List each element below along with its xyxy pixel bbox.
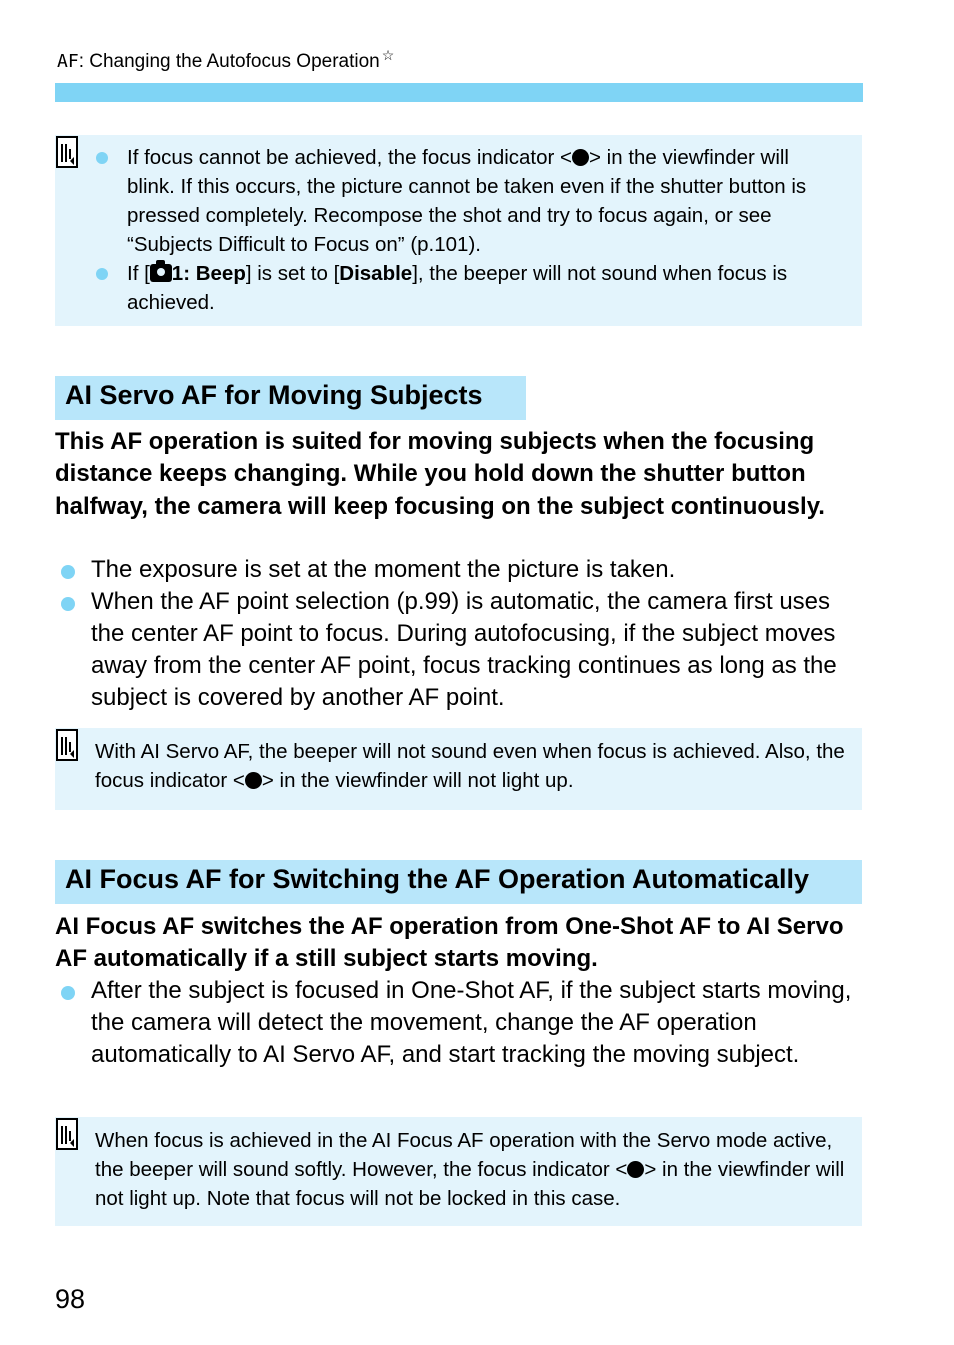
focus-indicator-icon: [627, 1161, 644, 1178]
af-symbol: AF: [57, 51, 79, 72]
list-item: [55, 554, 865, 586]
header-bar: [55, 83, 863, 102]
list-item-text: After the subject is focused in One-Shot AF, if the subject starts moving, the camera will detect the movement, change the AF operation automatically to AI Servo AF, and start tracking the moving subject.: [91, 977, 852, 1068]
note-text-part: > in the viewfinder will not light up. Note that focus will not be locked in this case.: [95, 1158, 845, 1210]
note-text: If focus cannot be achieved, the focus indicator <: [127, 146, 573, 169]
bullet-icon: [61, 565, 75, 579]
memo-icon: [55, 1117, 81, 1151]
bullet-icon: [96, 152, 108, 164]
section-title: AI Focus AF for Switching the AF Operation Automatically: [65, 864, 810, 894]
bullet-list: [55, 975, 865, 1071]
setting-name: Disable: [339, 262, 413, 285]
header-title: : Changing the Autofocus Operation: [78, 51, 380, 72]
note-text: ] is set to [: [245, 262, 340, 285]
section-heading-ai-servo: [55, 376, 526, 420]
section-heading-ai-focus: [55, 860, 862, 904]
note-text: [95, 737, 855, 795]
list-item-text: When the AF point selection (p.99) is automatic, the camera first uses the center AF point to focus. During autofocusing, if the subject moves away from the center AF point, focus tracking continues as long as the subject is covered by another AF point.: [91, 588, 837, 711]
section-lead: This AF operation is suited for moving subjects when the focusing distance keeps changing. While you hold down the shutter button halfway, the camera will keep focusing on the subject continuously.: [55, 428, 825, 520]
note-text: ], the beeper will not sound when focus is achieved.: [127, 262, 788, 314]
note-list: [100, 143, 840, 317]
advanced-star-icon: ☆: [381, 47, 395, 63]
note-text: If [: [127, 262, 150, 285]
bullet-list: [55, 554, 865, 714]
list-item: [55, 586, 865, 714]
menu-name: 1: Beep: [171, 262, 246, 285]
bullet-icon: [96, 268, 108, 280]
shooting-menu-icon: [150, 264, 172, 282]
list-item-text: The exposure is set at the moment the picture is taken.: [91, 556, 676, 583]
list-item: [100, 259, 840, 317]
focus-indicator-icon: [572, 149, 589, 166]
note-box-ai-focus: [55, 1117, 862, 1226]
page-number: 98: [55, 1284, 86, 1314]
bullet-icon: [61, 597, 75, 611]
section-title: AI Servo AF for Moving Subjects: [65, 380, 483, 410]
section-lead: AI Focus AF switches the AF operation from One-Shot AF to AI Servo AF automatically if a still subject starts moving.: [55, 913, 844, 973]
running-header: [57, 47, 395, 76]
note-text-part: > in the viewfinder will not light up.: [261, 769, 574, 792]
focus-indicator-icon: [245, 772, 262, 789]
memo-icon: [55, 728, 81, 762]
list-item: [55, 975, 865, 1071]
note-text: [95, 1126, 855, 1213]
bullet-icon: [61, 986, 75, 1000]
note-text-part: With AI Servo AF, the beeper will not sound even when focus is achieved. Also, the focus indicator <: [95, 740, 845, 792]
memo-icon: [55, 135, 81, 169]
note-box-focus: [55, 135, 862, 326]
note-text: > in the viewfinder will blink. If this occurs, the picture cannot be taken even if the shutter button is pressed completely. Recompose the shot and try to focus again, or see “Subjects Difficult to Focus on” (p.101).: [127, 146, 807, 256]
list-item: [100, 143, 840, 259]
note-text-part: When focus is achieved in the AI Focus AF operation with the Servo mode active, the beeper will sound softly. However, the focus indicator <: [95, 1129, 833, 1181]
note-box-ai-servo: [55, 728, 862, 810]
